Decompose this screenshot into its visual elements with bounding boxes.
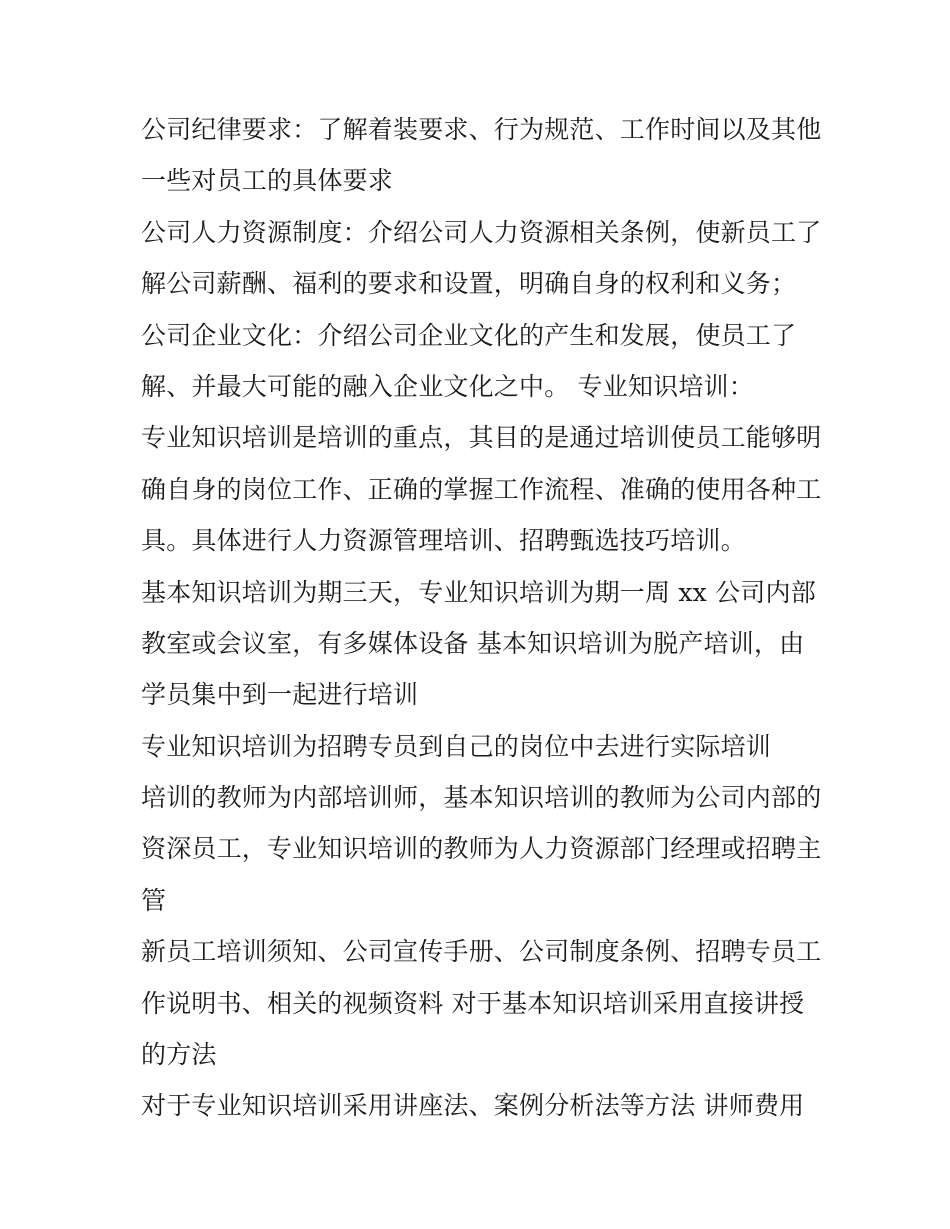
text-line: 公司企业文化：介绍公司企业文化的产生和发展，使员工了 (141, 320, 797, 350)
text-line: 教室或会议室，有多媒体设备 基本知识培训为脱产培训，由 (141, 628, 805, 658)
text-line: 公司人力资源制度：介绍公司人力资源相关条例，使新员工了 (141, 217, 822, 247)
text-line: 解公司薪酬、福利的要求和设置，明确自身的权利和义务； (141, 269, 797, 299)
text-line: 基本知识培训为期三天，专业知识培训为期一周 xx 公司内部 (141, 577, 816, 607)
text-line: 专业知识培训为招聘专员到自己的岗位中去进行实际培训 (141, 731, 772, 761)
text-line: 作说明书、相关的视频资料 对于基本知识培训采用直接讲授 (141, 988, 805, 1018)
text-line: 确自身的岗位工作、正确的掌握工作流程、准确的使用各种工 (141, 474, 822, 504)
text-line: 对于专业知识培训采用讲座法、案例分析法等方法 讲师费用 (141, 1091, 805, 1121)
text-line: 培训的教师为内部培训师，基本知识培训的教师为公司内部的 (141, 783, 822, 813)
text-line: 具。具体进行人力资源管理培训、招聘甄选技巧培训。 (141, 526, 746, 556)
text-line: 新员工培训须知、公司宣传手册、公司制度条例、招聘专员工 (141, 937, 822, 967)
text-line: 专业知识培训是培训的重点，其目的是通过培训使员工能够明 (141, 423, 822, 453)
text-line: 学员集中到一起进行培训 (141, 680, 419, 710)
document-body (141, 104, 841, 1132)
text-line: 解、并最大可能的融入企业文化之中。 专业知识培训： (141, 371, 754, 401)
text-line: 公司纪律要求：了解着装要求、行为规范、工作时间以及其他 (141, 115, 822, 144)
text-line: 资深员工，专业知识培训的教师为人力资源部门经理或招聘主 (141, 834, 822, 864)
text-line: 的方法 (141, 1040, 217, 1070)
text-line: 管 (141, 885, 167, 915)
text-line: 一些对员工的具体要求 (141, 166, 394, 196)
